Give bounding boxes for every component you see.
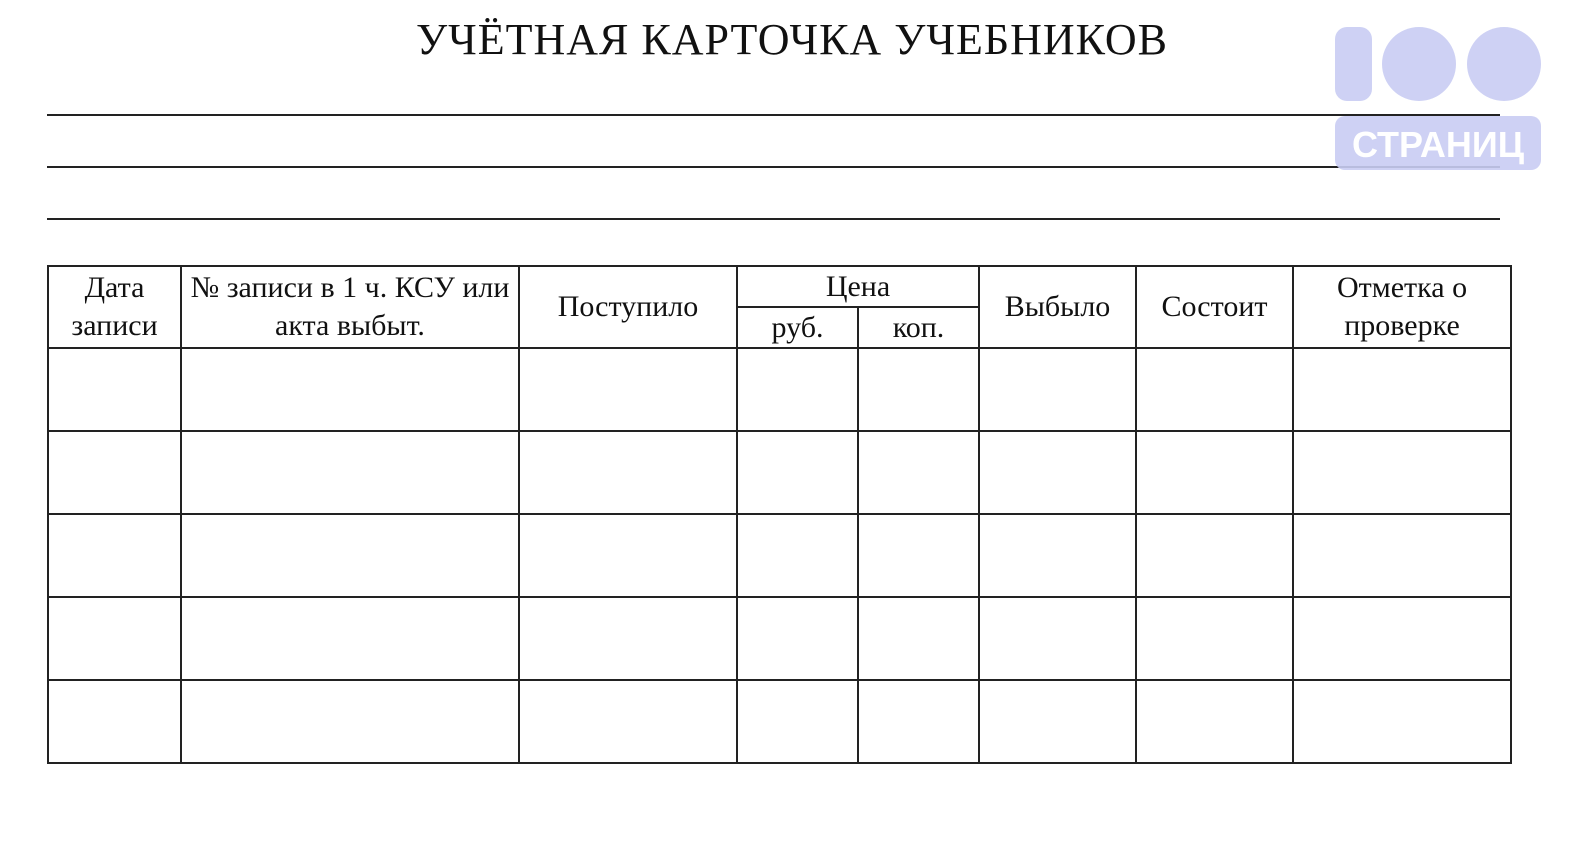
- header-record-no: № записи в 1 ч. КСУ или акта выбыт.: [181, 266, 519, 348]
- cell-check-mark[interactable]: [1293, 431, 1511, 514]
- table-body: [48, 348, 1511, 763]
- cell-check-mark[interactable]: [1293, 348, 1511, 431]
- cell-date[interactable]: [48, 514, 181, 597]
- table-row: [48, 431, 1511, 514]
- cell-withdrawn[interactable]: [979, 431, 1136, 514]
- header-date: Дата записи: [48, 266, 181, 348]
- table-row: [48, 680, 1511, 763]
- watermark-digit-0-first: [1382, 27, 1456, 101]
- cell-price-kop[interactable]: [858, 680, 979, 763]
- table-row: [48, 597, 1511, 680]
- cell-price-kop[interactable]: [858, 348, 979, 431]
- watermark-logo: [1330, 22, 1545, 172]
- cell-balance[interactable]: [1136, 680, 1293, 763]
- cell-price-kop[interactable]: [858, 431, 979, 514]
- table-row: [48, 348, 1511, 431]
- fill-line-2[interactable]: [47, 166, 1500, 168]
- cell-withdrawn[interactable]: [979, 348, 1136, 431]
- cell-price-rub[interactable]: [737, 597, 858, 680]
- cell-price-rub[interactable]: [737, 514, 858, 597]
- cell-record-no[interactable]: [181, 348, 519, 431]
- accounting-table: [47, 265, 1512, 764]
- cell-withdrawn[interactable]: [979, 680, 1136, 763]
- cell-received[interactable]: [519, 680, 737, 763]
- header-balance: Состоит: [1136, 266, 1293, 348]
- cell-check-mark[interactable]: [1293, 597, 1511, 680]
- table-row: [48, 514, 1511, 597]
- cell-check-mark[interactable]: [1293, 680, 1511, 763]
- cell-balance[interactable]: [1136, 348, 1293, 431]
- header-price: Цена: [737, 266, 979, 307]
- header-price-rub: руб.: [737, 307, 858, 348]
- cell-price-rub[interactable]: [737, 680, 858, 763]
- cell-record-no[interactable]: [181, 431, 519, 514]
- cell-received[interactable]: [519, 514, 737, 597]
- header-check-mark: Отметка о проверке: [1293, 266, 1511, 348]
- cell-record-no[interactable]: [181, 680, 519, 763]
- header-withdrawn: Выбыло: [979, 266, 1136, 348]
- cell-withdrawn[interactable]: [979, 597, 1136, 680]
- fill-line-3[interactable]: [47, 218, 1500, 220]
- cell-price-kop[interactable]: [858, 597, 979, 680]
- cell-date[interactable]: [48, 680, 181, 763]
- fill-line-1[interactable]: [47, 114, 1500, 116]
- watermark-banner-text: СТРАНИЦ: [1351, 124, 1525, 165]
- cell-record-no[interactable]: [181, 597, 519, 680]
- cell-date[interactable]: [48, 597, 181, 680]
- cell-date[interactable]: [48, 348, 181, 431]
- watermark-digit-1: [1335, 27, 1372, 101]
- cell-balance[interactable]: [1136, 514, 1293, 597]
- document-title: УЧЁТНАЯ КАРТОЧКА УЧЕБНИКОВ: [415, 15, 1169, 64]
- cell-received[interactable]: [519, 348, 737, 431]
- cell-received[interactable]: [519, 597, 737, 680]
- cell-price-rub[interactable]: [737, 348, 858, 431]
- cell-date[interactable]: [48, 431, 181, 514]
- cell-balance[interactable]: [1136, 431, 1293, 514]
- cell-received[interactable]: [519, 431, 737, 514]
- cell-record-no[interactable]: [181, 514, 519, 597]
- cell-balance[interactable]: [1136, 597, 1293, 680]
- watermark-digit-0-second: [1467, 27, 1541, 101]
- cell-price-kop[interactable]: [858, 514, 979, 597]
- header-price-kop: коп.: [858, 307, 979, 348]
- cell-price-rub[interactable]: [737, 431, 858, 514]
- cell-check-mark[interactable]: [1293, 514, 1511, 597]
- cell-withdrawn[interactable]: [979, 514, 1136, 597]
- header-received: Поступило: [519, 266, 737, 348]
